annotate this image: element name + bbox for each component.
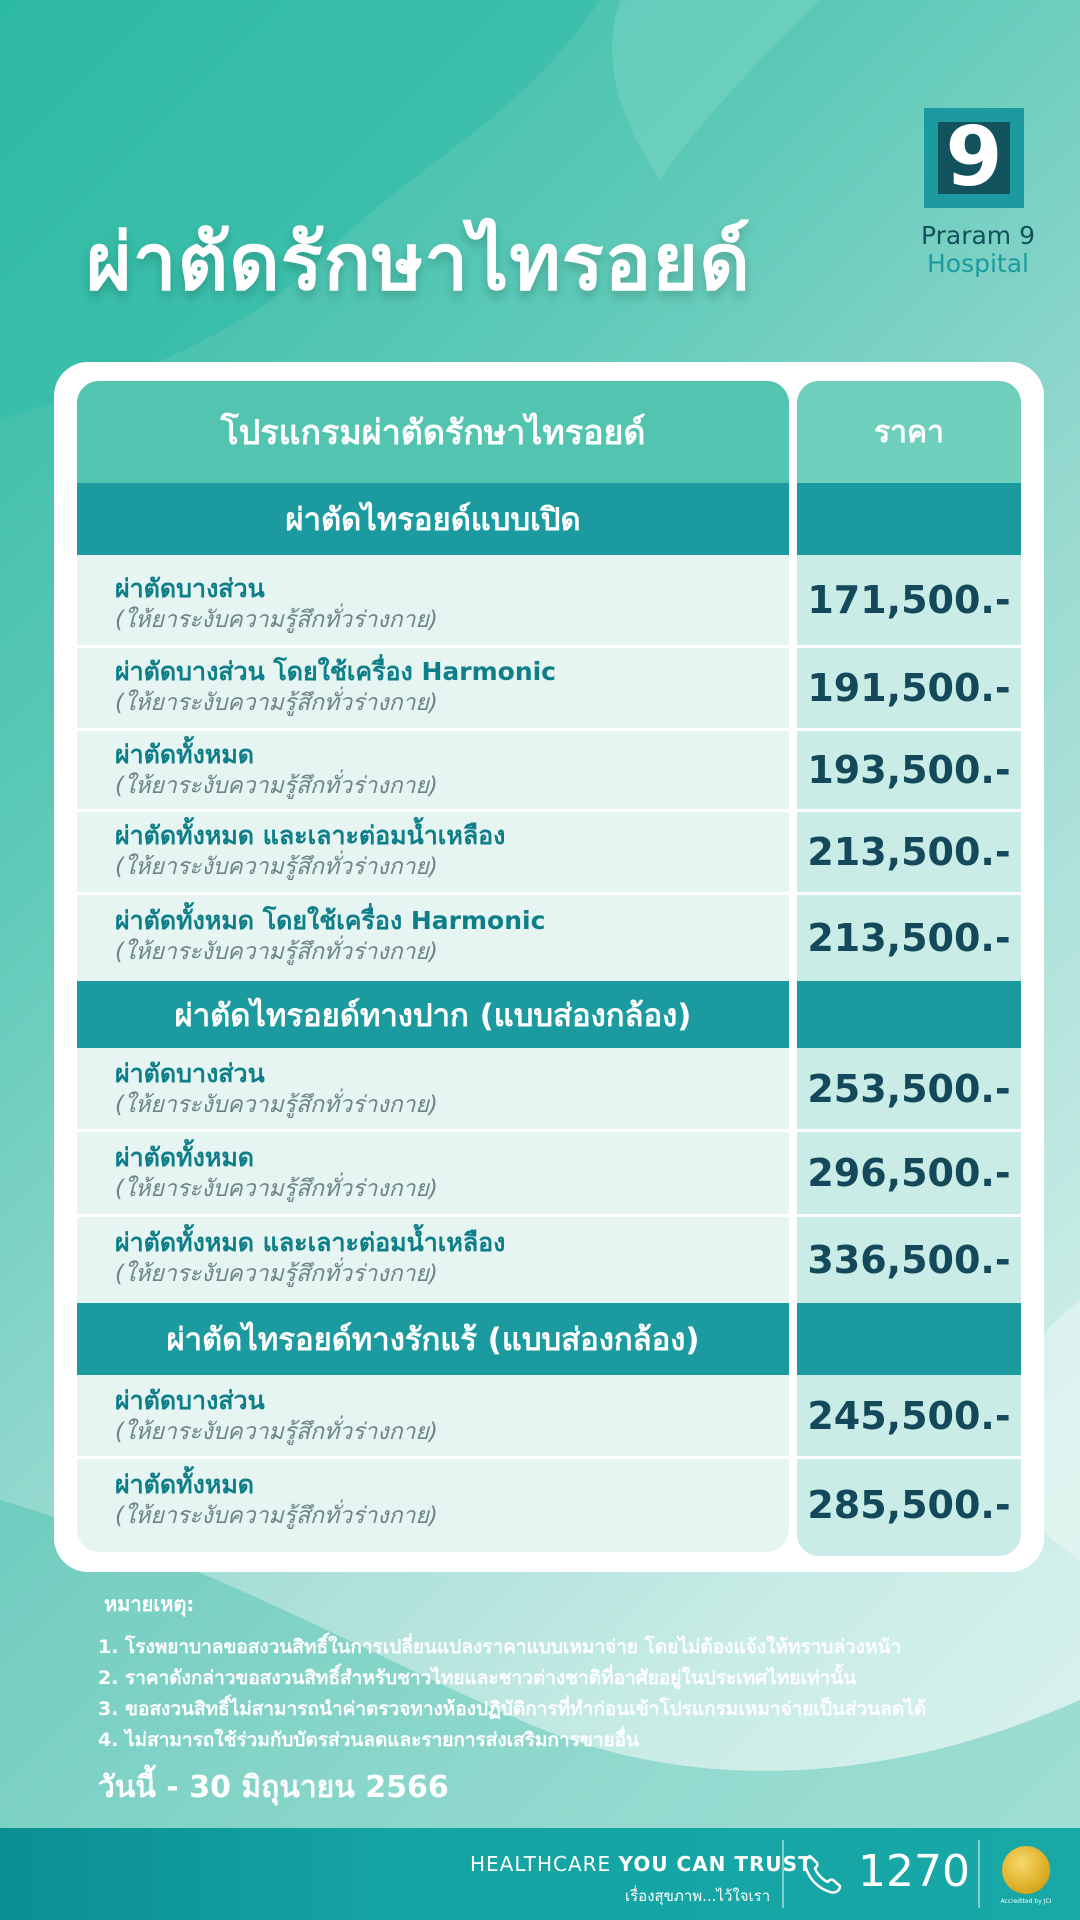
price-value: 285,500.- (807, 1483, 1011, 1527)
price-value: 171,500.- (807, 578, 1011, 622)
price-cell (797, 1375, 1021, 1459)
item-name: ผ่าตัดทั้งหมด โดยใช้เครื่อง Harmonic (115, 906, 546, 935)
item-note: (ให้ยาระงับความรู้สึกทั่วร่างกาย) (115, 854, 438, 880)
section-spacer (797, 483, 1021, 555)
price-value: 336,500.- (807, 1238, 1011, 1282)
logo-mark-number: 9 (945, 110, 1003, 205)
table-row (77, 812, 789, 895)
table-row (77, 731, 789, 812)
note-item: 4. ไม่สามารถใช้ร่วมกับบัตรส่วนลดและรายการส่งเสริมการขายอื่น (98, 1729, 640, 1751)
table-row (77, 1217, 789, 1303)
price-cell (797, 812, 1021, 895)
logo-sub: Hospital (926, 249, 1029, 278)
table-row (77, 1375, 789, 1459)
section-title-open: ผ่าตัดไทรอยด์แบบเปิด (77, 483, 789, 555)
price-value: 213,500.- (807, 916, 1011, 960)
footer-bar (0, 1828, 1080, 1920)
price-value: 213,500.- (807, 830, 1011, 874)
table-row (77, 1048, 789, 1132)
item-note: (ให้ยาระงับความรู้สึกทั่วร่างกาย) (115, 690, 438, 716)
price-cell (797, 1048, 1021, 1132)
item-name: ผ่าตัดทั้งหมด (115, 1470, 255, 1499)
program-column (77, 381, 789, 1552)
tagline-prefix: HEALTHCARE (470, 1852, 619, 1876)
table-row (77, 555, 789, 648)
price-cell (797, 1132, 1021, 1217)
price-value: 193,500.- (807, 748, 1011, 792)
page-title: ผ่าตัดรักษาไทรอยด์ (86, 218, 751, 308)
validity-date: วันนี้ - 30 มิถุนายน 2566 (98, 1770, 449, 1805)
footer-divider (978, 1840, 980, 1908)
table-row (77, 895, 789, 981)
item-name: ผ่าตัดบางส่วน โดยใช้เครื่อง Harmonic (115, 657, 557, 686)
notes-title: หมายเหตุ: (104, 1592, 195, 1616)
phone-number[interactable]: 1270 (858, 1846, 970, 1897)
price-cell (797, 895, 1021, 981)
price-cell (797, 1217, 1021, 1303)
item-note: (ให้ยาระงับความรู้สึกทั่วร่างกาย) (115, 1092, 438, 1118)
section-title-oral: ผ่าตัดไทรอยด์ทางปาก (แบบส่องกล้อง) (77, 981, 789, 1048)
table-row (77, 1459, 789, 1547)
note-item: 3. ขอสงวนสิทธิ์ไม่สามารถนำค่าตรวจทางห้องปฏิบัติการที่ทำก่อนเข้าโปรแกรมเหมาจ่ายเป็นส่วนลดได้ (98, 1698, 927, 1720)
section-spacer (797, 1303, 1021, 1375)
section-title-armpit: ผ่าตัดไทรอยด์ทางรักแร้ (แบบส่องกล้อง) (77, 1303, 789, 1375)
item-note: (ให้ยาระงับความรู้สึกทั่วร่างกาย) (115, 1419, 438, 1445)
table-row (77, 648, 789, 731)
item-note: (ให้ยาระงับความรู้สึกทั่วร่างกาย) (115, 773, 438, 799)
item-note: (ให้ยาระงับความรู้สึกทั่วร่างกาย) (115, 1261, 438, 1287)
table-row (77, 1132, 789, 1217)
jci-badge-icon (1002, 1846, 1050, 1894)
price-value: 191,500.- (807, 666, 1011, 710)
price-value: 245,500.- (807, 1393, 1011, 1438)
item-name: ผ่าตัดบางส่วน (115, 574, 265, 603)
price-table-card (54, 362, 1044, 1572)
item-name: ผ่าตัดทั้งหมด และเลาะต่อมน้ำเหลือง (115, 1228, 506, 1257)
phone-icon[interactable] (800, 1852, 844, 1896)
section-spacer (797, 981, 1021, 1048)
price-value: 253,500.- (807, 1066, 1011, 1111)
tagline-thai: เรื่องสุขภาพ...ไว้ใจเรา (625, 1887, 771, 1905)
notes-block (98, 1588, 1058, 1756)
note-item: 1. โรงพยาบาลขอสงวนสิทธิ์ในการเปลี่ยนแปลงราคาแบบเหมาจ่าย โดยไม่ต้องแจ้งให้ทราบล่วงหน้า (98, 1636, 902, 1658)
item-name: ผ่าตัดบางส่วน (115, 1059, 265, 1088)
price-cell (797, 555, 1021, 648)
item-note: (ให้ยาระงับความรู้สึกทั่วร่างกาย) (115, 1176, 438, 1202)
logo-name: Praram 9 (920, 221, 1036, 250)
item-name: ผ่าตัดทั้งหมด (115, 1143, 255, 1172)
program-header: โปรแกรมผ่าตัดรักษาไทรอยด์ (77, 381, 789, 483)
item-name: ผ่าตัดทั้งหมด (115, 740, 255, 769)
price-column (797, 381, 1021, 1556)
item-note: (ให้ยาระงับความรู้สึกทั่วร่างกาย) (115, 939, 438, 965)
item-note: (ให้ยาระงับความรู้สึกทั่วร่างกาย) (115, 607, 438, 633)
logo-mark-icon (924, 108, 1024, 208)
item-note: (ให้ยาระงับความรู้สึกทั่วร่างกาย) (115, 1503, 438, 1529)
tagline-bold: YOU CAN TRUST (618, 1852, 813, 1876)
note-item: 2. ราคาดังกล่าวขอสงวนสิทธิ์สำหรับชาวไทยและชาวต่างชาติที่อาศัยอยู่ในประเทศไทยเท่านั้น (98, 1667, 857, 1689)
price-cell (797, 1459, 1021, 1551)
footer-divider (782, 1840, 784, 1908)
badge-caption: Accredited by JCI (1000, 1898, 1052, 1905)
price-cell (797, 648, 1021, 731)
price-header: ราคา (797, 381, 1021, 483)
hospital-logo (908, 108, 1048, 278)
item-name: ผ่าตัดทั้งหมด และเลาะต่อมน้ำเหลือง (115, 821, 506, 850)
tagline (470, 1852, 813, 1876)
price-cell (797, 731, 1021, 812)
item-name: ผ่าตัดบางส่วน (115, 1386, 265, 1415)
price-value: 296,500.- (807, 1151, 1011, 1195)
